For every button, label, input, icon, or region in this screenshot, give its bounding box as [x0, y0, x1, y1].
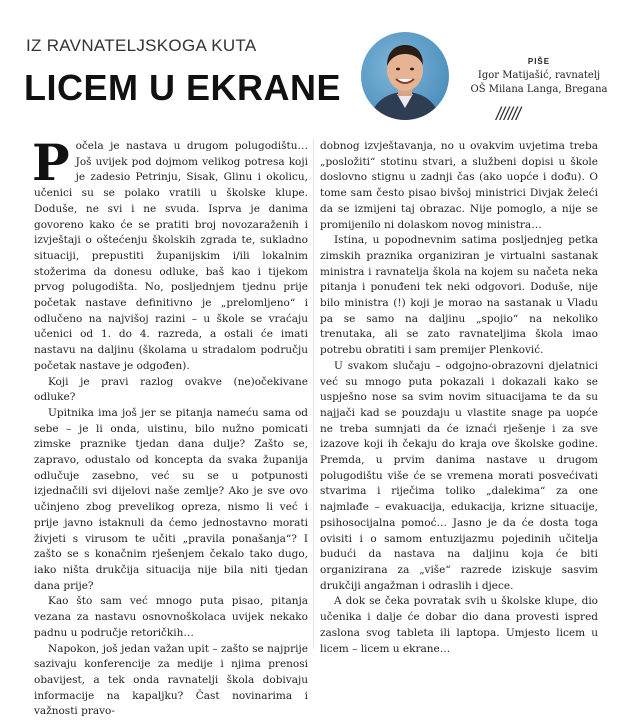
drop-cap: P [32, 143, 70, 183]
article-column-right [320, 139, 598, 657]
section-kicker: IZ RAVNATELJSKOGA KUTA [26, 36, 256, 56]
paragraph: Kao što sam već mnogo puta pisao, pitanja vezana za nastavu osnovnoškolaca uvijek nekako padnu u područje retoričkih… [34, 594, 308, 641]
paragraph: dobnog izvještavanja, no u ovakvim uvjetima treba „posložiti“ stotinu stvari, a službeni dopisi u škole doslovno stignu u zadnji čas (ako uopće i dođu). O tome sam često pisao bivšoj ministrici Divjak želeći da se izmijeni taj obrazac. Nije pomoglo, a nije se promijenilo ni dolaskom novog ministra… [320, 139, 598, 233]
author-byline [454, 55, 624, 97]
paragraph: Napokon, još jedan važan upit – zašto se najprije sazivaju konferencije za medije i njima prenosi obavijest, a tek onda ravnatelji škola dobivaju informacije na kapaljku? Čast novinarima i važnosti pravo- [34, 642, 308, 720]
decorative-slashes: ////// [496, 104, 520, 125]
paragraph: Koji je pravi razlog ovakve (ne)očekivane odluke? [34, 375, 308, 406]
paragraph: U svakom slučaju – odgojno-obrazovni djelatnici već su mnogo puta pokazali i dokazali kako se uspješno nose sa svim novim situacijama te da su najjači kad se pouzdaju u vlastite snage pa uopće ne treba sumnjati da će iznaći rješenje i za sve izazove koji ih čekaju do kraja ove školske godine. Premda, u prvim danima nastave u drugom polugodištu više će se vremena morati posvećivati stvarima i riječima toliko „dalekima“ za one najmlađe – evakuacija, edukacija, krizne situacije, psihosocijalna pomoć… Jasno je da će dosta toga ovisiti i o samom entuzijazmu pojedinih učitelja budući da nastava na daljinu koja će biti organizirana za „više“ razrede iziskuje sasvim drukčiji angažman i odraslih i djece. [320, 359, 598, 595]
article-headline: LICEM U EKRANE [24, 70, 341, 106]
article-column-left [34, 139, 308, 720]
paragraph: A dok se čeka povratak svih u školske klupe, dio učenika i dalje će dobar dio dana provesti ispred zaslona svog tableta ili laptopa. Umjesto licem u licem – licem u ekrane… [320, 594, 598, 657]
paragraph: Počela je nastava u drugom polugodištu… Još uvijek pod dojmom velikog potresa koji je zadesio Petrinju, Sisak, Glinu i okolicu, učenici su se polako vratili u školske klupe. Doduše, ne svi i ne svuda. Isprva je danima govoreno kako će se pratiti broj novozaraženih i izvještaji o oštećenju školskih zgrada te, sukladno situaciji, prepustiti županijskim i/ili lokalnim stožerima da donesu odluke, baš kao i tijekom prvog polugodišta. No, posljednjem tjednu prije početak nastave definitivno je „prelomljeno“ i odlučeno na najvišoj razini – u škole se vraćaju učenici od 1. do 4. razreda, a ostali će imati nastavu na daljinu (školama u stradalom području početak nastave je odgođen). [34, 139, 308, 375]
author-photo [361, 32, 449, 120]
paragraph: Istina, u popodnevnim satima posljednjeg petka zimskih praznika organiziran je virtualni sastanak ministra i ravnatelja škola na kojem su načeta neka pitanja i ponuđeni tek neki odgovori. Doduše, nije bilo ministra (!) koji je morao na sastanak u Vladu pa se samo na daljinu „spojio“ na nekoliko trenutaka, ali se zato ravnateljima škola imao potrebu obratiti i sam premijer Plenković. [320, 233, 598, 359]
author-school: OŠ Milana Langa, Bregana [454, 83, 624, 97]
author-name: Igor Matijašić, ravnatelj [454, 69, 624, 83]
byline-label: PIŠE [454, 55, 624, 69]
paragraph: Upitnika ima još jer se pitanja nameću sama od sebe – je li onda, uistinu, bilo nužno pomicati zimske praznike tjedan dana dulje? Zašto se, zapravo, odustalo od koncepta da svaka županija odlučuje zasebno, već su se u potpunosti izjednačili svi dijelovi naše zemlje? Ako je sve ovo učinjeno zbog prevelikog opreza, nismo li već i prije javno istaknuli da ćemo jednostavno morati živjeti s virusom te učiti „pravila ponašanja“? I zašto se s konačnim rješenjem čekalo tako dugo, iako ništa drukčija situacija nije bila niti tjedan dana prije? [34, 406, 308, 594]
column-divider [313, 139, 314, 649]
